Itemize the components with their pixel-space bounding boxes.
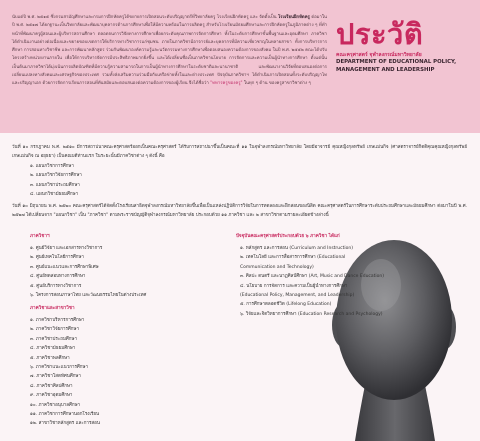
paragraph-line: ประกอบด้วย ๑๑ ภาควิชา และ ๒ สาขาวิชาตามรายละเอียดข้างล่างนี้ [195, 212, 329, 218]
list-item: ๓. ศูนย์แนะแนวและการศึกษาพิเศษ [30, 264, 99, 270]
list-item: ๖. ภาควิชาแนะแนวการศึกษา [30, 365, 88, 371]
departments-heading: ภาควิชาและสาขาวิชา [30, 306, 75, 311]
intro-line: เพื่อให้การบริหารจัดการมีประสิทธิภาพมากยิ่งขึ้น และได้เปลี่ยนชื่อเป็นภาควิชานโยบาย การจัดการและความเป็นผู้นำทางการศึกษา [65, 56, 308, 62]
list-item: Communication and Technology) [240, 264, 314, 270]
list-item: ๑. หลักสูตร และการสอน (Curriculum and Instruction) [240, 246, 353, 251]
list-item: ๕. ภาควิชาพลศึกษา [30, 355, 70, 361]
intro-line: ภายในภาควิชามีอาจารย์และบุคลากรที่มีความเชี่ยวชาญในหลายสาขา ทั้งการบริหารการศึกษา การสอนทางวิชาชีพ และการพัฒนาหลักสูตร [12, 39, 327, 54]
list-item: ๔. นโยบาย การจัดการ และความเป็นผู้นำทางการศึกษา [240, 283, 348, 289]
list-item: ๑๐. ภาควิชาอนุบาลศึกษา [30, 402, 81, 408]
list-item: ๓. ศิลปะ ดนตรี และนาฏศิลป์ศึกษา (Art, Music and Dance Education) [240, 274, 385, 280]
list-item: ๑. ศูนย์วิจัยฯ และเอกสารทางวิชาการ [30, 246, 103, 251]
current-departments-list [240, 244, 384, 319]
list-item: ๗. ภาควิชาโสตทัศนศึกษา [30, 374, 81, 380]
list-item: ๑๒. สาขาวิชาหลักสูตร และการสอน [30, 421, 100, 427]
list-item: ๒. ภาควิชาวิจัยการศึกษา [30, 327, 79, 333]
list-item: (Educational Policy, Management, and Leadership) [240, 293, 355, 299]
intro-line: โรงเรียนฝึกหัดครู และ [216, 15, 258, 20]
faculty-subtitle: คณะครุศาสตร์ จุฬาลงกรณ์มหาวิทยาลัย [336, 52, 422, 58]
list-item: ๒. ศูนย์เทคโนโลยีการศึกษา [30, 255, 84, 261]
department-name-line-2: MANAGEMENT AND LEADERSHIP [336, 66, 435, 73]
intro-line: ตั้งแต่นั้นเป็นต้นมาภาควิชาได้มุ่งเน้นการผลิตบัณฑิตที่มีความรู้ความสามารถในการเป็นผู้นำทางการศึกษาในระดับชาติและนานาชาติ [12, 56, 327, 70]
paragraph-line: คณะครุศาสตร์ในการศึกษาระดับประถมศึกษาและมัธยมศึกษา ต่อมาในปี พ.ศ. ๒๕๒๗ ได้เปลี่ยนจาก "แผนกวิชา" เป็น "ภาควิชา" ตามพระราชบัญญัติจุฬาลงกรณ์มหาวิทยาลัย [12, 204, 468, 218]
intro-quote: "ทหารครูของครู" [210, 81, 243, 87]
page-title: ประวัติ [336, 17, 424, 51]
list-item: ๔. ภาควิชามัธยมศึกษา [30, 346, 76, 352]
list-item: ๒. แผนกวิชาวิจัยการศึกษา [30, 173, 82, 179]
list-item: ๑. ภาควิชาบริหารการศึกษา [30, 318, 85, 323]
intro-line: ของครูสาขาวิชาต่าง ๆ [268, 81, 311, 87]
departments-list [30, 316, 100, 429]
current-departments-heading: ปัจจุบันคณะครุศาสตร์ประกอบด้วย ๖ ภาควิชา ได้แก่ [236, 234, 340, 239]
centers-list [30, 244, 146, 300]
history-paragraph-2 [12, 203, 467, 220]
paragraph-line: วันที่ ๑๐ กรกฎาคม พ.ศ. ๒๕๑๐ มีการสถาปนาคณะครุศาสตร์ออกเป็นคณะครุศาสตร์ ได้รับการสถาปนาขึ้นเป็นคณะที่ ๑๑ ในจุฬาลงกรณ์มหาวิทยาลัย โดยมีอาจารย์ [12, 145, 331, 150]
list-item: ๖. วิจัยและจิตวิทยาการศึกษา (Education Research and Psychology) [240, 311, 383, 317]
early-department-list [30, 162, 82, 200]
centers-heading: ภาควิชาฯ [30, 234, 50, 239]
list-item: ๓. ภาควิชาประถมศึกษา [30, 336, 78, 342]
intro-line: สำหรับโรงเรียนมัธยมศึกษาและการฝึกหัดครูในภูมิภาคต่าง ๆ ที่ทำหน้าที่พัฒนาครูผู้สอนและผู้บริหารสถานศึกษา ตลอดจนการวิจัยทางการศึกษาเพื่อยกระดับคุณภาพการจัดการศึกษา [12, 23, 327, 37]
department-name-line-1: DEPARTMENT OF EDUCATIONAL POLICY, [336, 59, 457, 65]
intro-highlight: โรงเรียนฝึกหัดครู [278, 15, 310, 20]
paragraph-line: วันที่ ๑๐ มิถุนายน พ.ศ. ๒๕๒๐ คณะครุศาสตร์ได้จัดตั้งโรงเรียนสาธิตจุฬาลงกรณ์มหาวิทยาลัยขึ้นเพื่อเป็นแหล่งปฏิบัติการวิจัยในการทดลองและฝึกสอนของนิสิต [12, 204, 316, 209]
list-item: ๓. แผนกวิชาประถมศึกษา [30, 182, 80, 188]
list-item: ๔. ศูนย์ทดสอบทางการศึกษา [30, 274, 86, 280]
intro-line: และพัฒนางานวิจัยที่ตอบสนองต่อการเปลี่ยนแปลงทางสังคมและเศรษฐกิจของประเทศ รวมทั้งส่งเสริมความร่วมมือกับเครือข่ายทั้งในและต่างประเทศ [12, 64, 327, 79]
history-paragraph-1 [12, 144, 467, 161]
intro-line: จัดตั้งเป็น [259, 15, 277, 20]
list-item: ๒. เทคโนโลยี และการสื่อสารการศึกษา (Educational [240, 255, 346, 261]
list-item: ๑๑. ภาควิชาการศึกษานอกโรงเรียน [30, 412, 100, 418]
list-item: ๕. การศึกษาตลอดชีวิต (Lifelong Education) [240, 302, 332, 308]
list-item: ๕. ศูนย์บริการทางวิชาการ [30, 283, 82, 289]
list-item: ๘. ภาควิชาศิลปศึกษา [30, 383, 73, 389]
paragraph-line: คุณหญิงกุลทรัพย์ เกษแม่นกิจ (ศาสตราจารย์กิตติคุณคุณหญิงกุลทรัพย์ เกษแม่นกิจ ณ อยุธยา) เป็นคณบดีท่านแรก ในระยะนั้นมีภาควิชาต่าง ๆ ดังนี้ คือ [12, 145, 468, 159]
intro-line: ในทุก ๆ ด้าน [243, 81, 268, 87]
intro-line: ต่อมาในปี พ.ศ. ๒๕๑๗ ได้ยกฐานะเป็นวิทยาลัยและพัฒนาบุคลากรด้านการศึกษาเพื่อให้มีความพร้อมในการผลิตครู [12, 15, 327, 29]
list-item: ๔. แผนกวิชามัธยมศึกษา [30, 192, 79, 198]
intro-line: นับแต่ปี พ.ศ. ๒๕๑๕ ซึ่งกรมสามัญศึกษาและกรมการฝึกหัดครูได้ขยายการเปิดสอนระดับปริญญาตรีที่วิทยาลัยครู [12, 15, 216, 20]
list-item: ๖. โครงการสอนภาษาไทย และวัฒนธรรมไทยในต่างประเทศ [30, 293, 147, 299]
intro-paragraph [12, 14, 327, 89]
intro-line: ทั้งในระดับการศึกษาขั้นพื้นฐานและอุดมศึกษา ภาควิชาได้ดำเนินงานอย่างต่อเนื่องและขยายขอบเขตการให้บริการทางวิชาการแก่ชุมชน [12, 31, 327, 45]
list-item: ๙. ภาควิชาอุดมศึกษา [30, 393, 73, 399]
list-item: ๑. แผนกวิชาการศึกษา [30, 164, 74, 169]
intro-line: ร่วมกันพัฒนาองค์ความรู้และนวัตกรรมทางการศึกษาเพื่อตอบสนองความต้องการของสังคม ในปี พ.ศ. ๒๕๕๒ คณะได้ปรับโครงสร้างหน่วยงานภายใน [12, 48, 327, 62]
title-block [336, 18, 476, 74]
intro-line: ปัจจุบันภาควิชาฯ ได้ดำเนินการเปิดสอนทั้งระดับปริญญาโทและปริญญาเอก ด้วยการจัดการเรียนการสอนที่ทันสมัยและตอบสนองต่อความต้องการของผู้เรียน จึงได้ชื่อว่า [12, 73, 327, 87]
